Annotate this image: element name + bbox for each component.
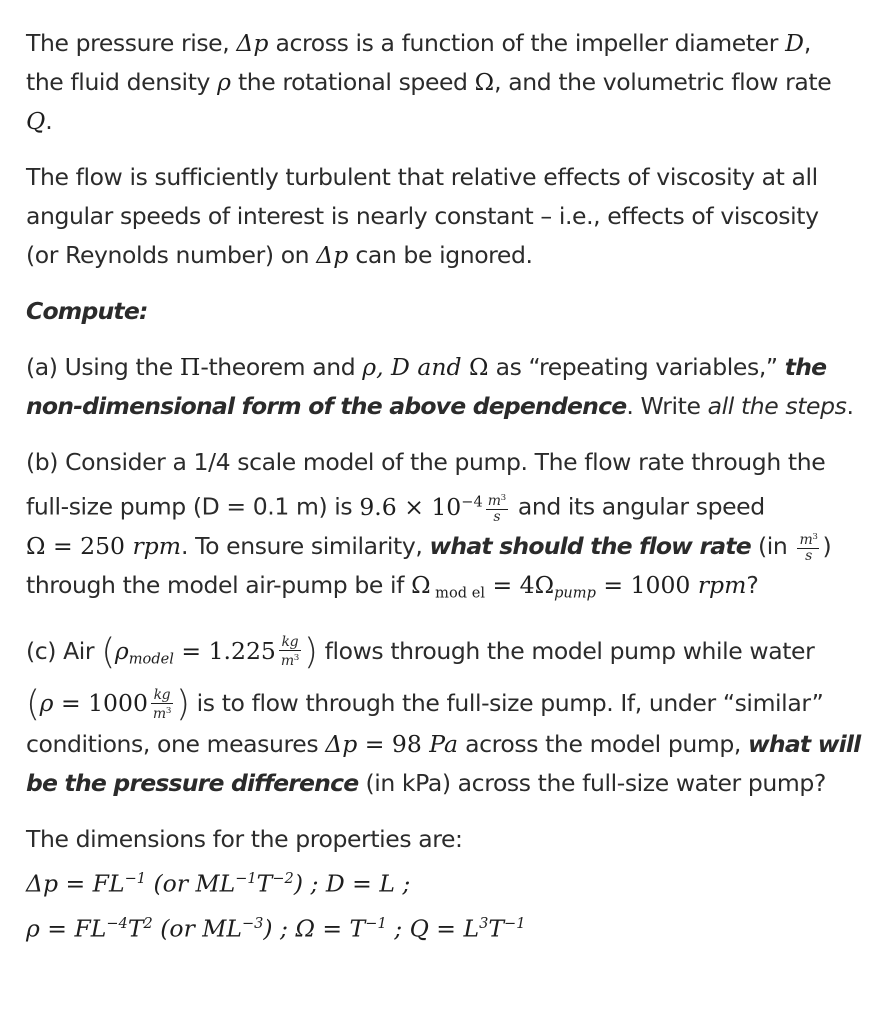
model-density: $\rho_{model}$: [114, 637, 174, 668]
part-b-line-3: Ω = 250 rpm. To ensure similarity, what should the flow rate (in $\frac{m^3}{s}$ ): [26, 531, 832, 565]
turbulence-line-3: (or Reynolds number) on Δp can be ignored.: [26, 241, 533, 269]
water-density: 1000: [88, 689, 148, 718]
rho-symbol: ρ: [217, 68, 231, 96]
part-a-line-1: (a) Using the Π-theorem and ρ, D and Ω as “repeating variables,” the: [26, 353, 827, 381]
flow-unit-fraction: $\frac{m^3}{s}$: [799, 532, 818, 565]
turbulence-line-1: The flow is sufficiently turbulent that relative effects of viscosity at all: [26, 163, 818, 191]
model-angular-speed: Ω $_{mod el} = 4\Omega_{pump} = 1000$ rpm: [411, 570, 747, 602]
intro-line-1: The pressure rise, Δp across is a function of the impeller diameter D,: [26, 29, 811, 57]
part-c-line-3: conditions, one measures Δp = 98 Pa across the model pump, what will: [26, 730, 861, 759]
flow-unit-fraction: $\frac{m^3}{s}$: [487, 493, 506, 526]
part-b-line-1: (b) Consider a 1/4 scale model of the pump. The flow rate through the: [26, 448, 826, 476]
part-c-line-4: be the pressure difference (in kPa) across the full-size water pump?: [26, 769, 826, 798]
full-size-angular-speed: Ω = 250 rpm: [26, 531, 182, 560]
density-unit-fraction: $\frac{kg}{m^3}$: [152, 686, 171, 723]
part-c-line-1: (c) Air ($\rho_{model} = 1.225$ $\frac{kg}{m^3}$ ) flows through the model pump while water: [26, 631, 815, 673]
dimensions-heading: The dimensions for the properties are:: [26, 825, 463, 854]
compute-heading: Compute:: [26, 297, 148, 325]
full-size-flow-rate: $9.6 \times 10^{-4}$: [359, 492, 483, 521]
part-b-line-2: full-size pump (D = 0.1 m) is $9.6 \times 10^{-4}$ $\frac{m^3}{s}$ and its angular speed: [26, 492, 765, 526]
part-c-line-2: (ρ = 1000 $\frac{kg}{m^3}$ ) is to flow through the full-size pump. If, under “similar”: [26, 683, 824, 725]
dimensions-line-2: $\rho = FL^{-4}T^2$ (or $ML^{-3}$) ; $\Omega = T^{-1}$ ; $Q = L^3T^{-1}$: [26, 914, 526, 943]
dimensions-line-1: $\Delta p = FL^{-1}$ (or $ML^{-1}T^{-2}$) ; D = L ;: [26, 870, 411, 899]
pi-symbol: Π: [179, 353, 201, 381]
intro-line-2: the fluid density ρ the rotational speed Ω, and the volumetric flow rate: [26, 68, 832, 96]
omega-symbol: Ω: [474, 68, 495, 96]
turbulence-line-2: angular speeds of interest is nearly constant – i.e., effects of viscosity: [26, 202, 819, 230]
repeating-variables: ρ, D and Ω: [362, 353, 489, 381]
diameter-symbol: D: [785, 29, 804, 57]
delta-p-symbol: Δp: [316, 241, 349, 269]
delta-p-symbol: Δp: [236, 29, 269, 57]
part-b-line-4: through the model air-pump be if Ω $_{mod el} = 4\Omega_{pump} = 1000$ rpm?: [26, 570, 759, 602]
part-a-line-2: non-dimensional form of the above dependence. Write all the steps.: [26, 392, 854, 420]
intro-line-3: Q.: [26, 107, 53, 135]
model-pressure-difference: Δp = 98 Pa: [325, 730, 459, 759]
density-unit-fraction: $\frac{kg}{m^3}$: [280, 634, 299, 670]
flow-rate-symbol: Q: [26, 107, 46, 135]
